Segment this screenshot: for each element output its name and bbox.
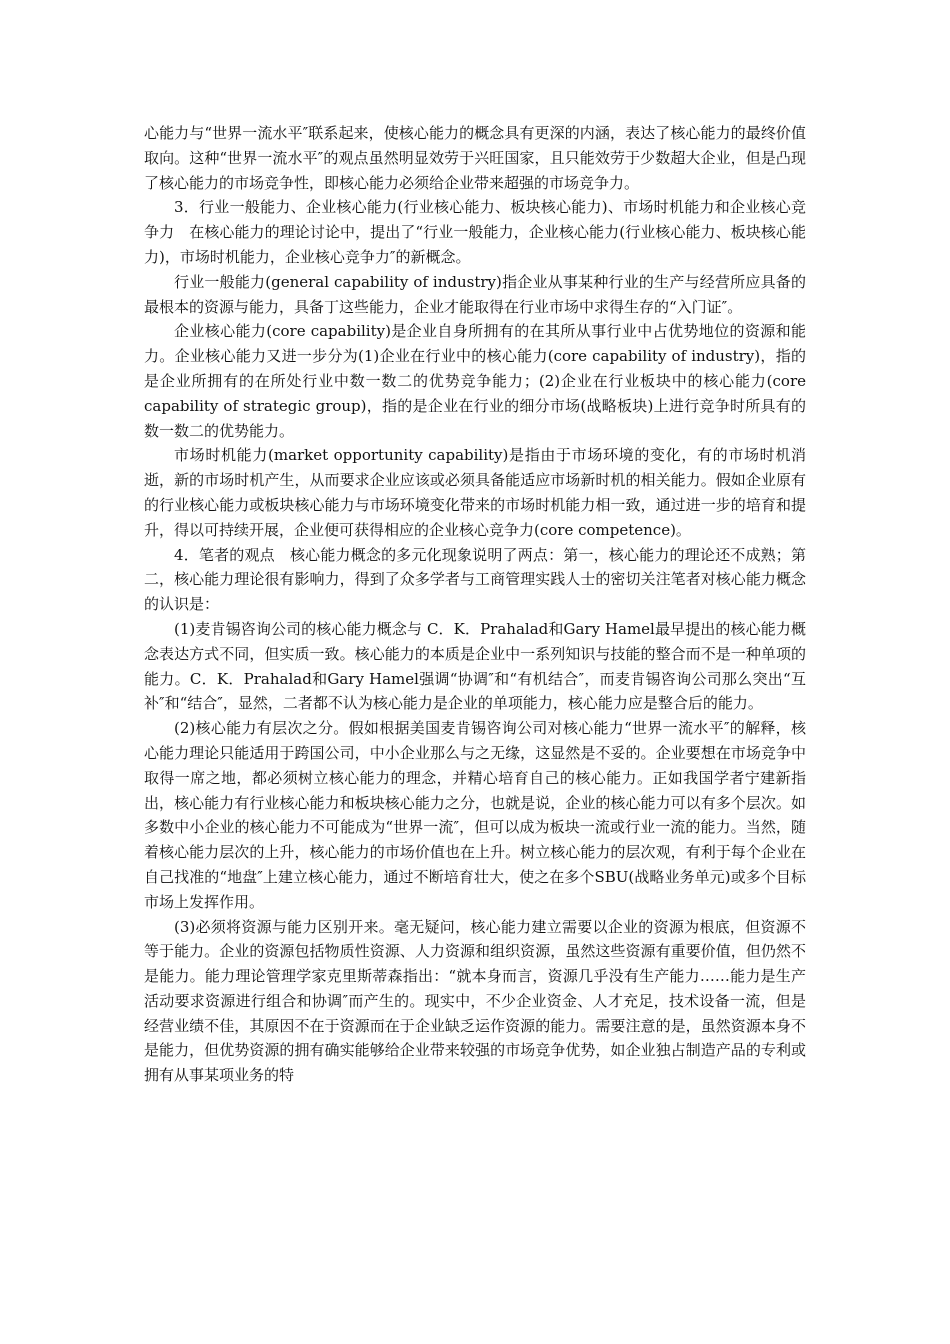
paragraph-6: 4．笔者的观点 核心能力概念的多元化现象说明了两点：第一，核心能力的理论还不成熟；第二，核心能力理论很有影响力，得到了众多学者与工商管理实践人士的密切关注笔者对核心能力概念的认识是： <box>144 545 806 614</box>
paragraph-9: (3)必须将资源与能力区别开来。毫无疑问，核心能力建立需要以企业的资源为根底，但资源不等于能力。企业的资源包括物质性资源、人力资源和组织资源，虽然这些资源有重要价值，但仍然不是能力。能力理论管理学家克里斯蒂森指出：“就本身而言，资源几乎没有生产能力……能力是生产活动要求资源进行组合和协调″而产生的。现实中，不少企业资金、人才充足，技术设备一流，但是经营业绩不佳，其原因不在于资源而在于企业缺乏运作资源的能力。需要注意的是，虽然资源本身不是能力，但优势资源的拥有确实能够给企业带来较强的市场竞争优势，如企业独占制造产品的专利或拥有从事某项业务的特 <box>144 917 806 1085</box>
paragraph-7: (1)麦肯锡咨询公司的核心能力概念与 C．K．Prahalad和Gary Hamel最早提出的核心能力概念表达方式不同，但实质一致。核心能力的本质是企业中一系列知识与技能的整合而不是一种单项的能力。C．K．Prahalad和Gary Hamel强调“协调″和“有机结合″，而麦肯锡咨询公司那么突出“互补″和“结合″，显然，二者都不认为核心能力是企业的单项能力，核心能力应是整合后的能力。 <box>144 619 806 713</box>
paragraph-4: 企业核心能力(core capability)是企业自身所拥有的在其所从事行业中占优势地位的资源和能力。企业核心能力又进一步分为(1)企业在行业中的核心能力(core capability of industry)，指的是企业所拥有的在所处行业中数一数二的优势竞争能力；(2)企业在行业板块中的核心能力(core capability of strategic group)，指的是企业在行业的细分市场(战略板块)上进行竞争时所具有的数一数二的优势能力。 <box>144 322 806 440</box>
paragraph-2: 3．行业一般能力、企业核心能力(行业核心能力、板块核心能力)、市场时机能力和企业核心竞争力 在核心能力的理论讨论中，提出了“行业一般能力，企业核心能力(行业核心能力、板块核心能力)，市场时机能力，企业核心竞争力″的新概念。 <box>144 198 806 266</box>
paragraph-5: 市场时机能力(market opportunity capability)是指由于市场环境的变化，有的市场时机消逝，新的市场时机产生，从而要求企业应该或必须具备能适应市场新时机的相关能力。假如企业原有的行业核心能力或板块核心能力与市场环境变化带来的市场时机能力相一致，通过进一步的培育和提升，得以可持续开展，企业便可获得相应的企业核心竞争力(core competence)。 <box>144 446 806 539</box>
paragraph-1: 心能力与“世界一流水平″联系起来，使核心能力的概念具有更深的内涵，表达了核心能力的最终价值取向。这种“世界一流水平″的观点虽然明显效劳于兴旺国家，且只能效劳于少数超大企业，但是凸现了核心能力的市场竞争性，即核心能力必须给企业带来超强的市场竞争力。 <box>144 124 806 192</box>
paragraph-3: 行业一般能力(general capability of industry)指企业从事某种行业的生产与经营所应具备的最根本的资源与能力，具备丁这些能力，企业才能取得在行业市场中求得生存的“入门证″。 <box>144 272 806 316</box>
paragraph-8: (2)核心能力有层次之分。假如根据美国麦肯锡咨询公司对核心能力“世界一流水平″的解释，核心能力理论只能适用于跨国公司，中小企业那么与之无缘，这显然是不妥的。企业要想在市场竞争中取得一席之地，都必须树立核心能力的理念，并精心培育自己的核心能力。正如我国学者宁建新指出，核心能力有行业核心能力和板块核心能力之分，也就是说，企业的核心能力可以有多个层次。如多数中小企业的核心能力不可能成为“世界一流″，但可以成为板块一流或行业一流的能力。当然，随着核心能力层次的上升，核心能力的市场价值也在上升。树立核心能力的层次观，有利于每个企业在自己找准的“地盘″上建立核心能力，通过不断培育壮大，使之在多个SBU(战略业务单元)或多个目标市场上发挥作用。 <box>144 719 806 911</box>
document-page <box>144 121 806 1088</box>
